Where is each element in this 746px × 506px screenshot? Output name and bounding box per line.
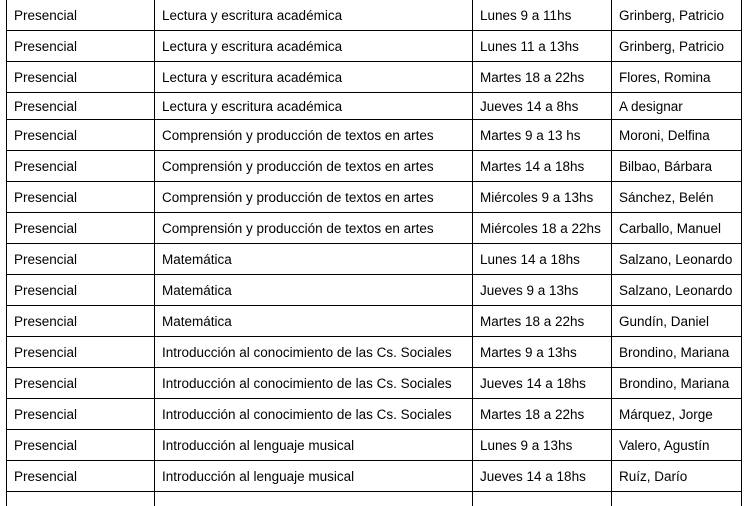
- schedule-cell: Jueves 14 a 18hs: [473, 461, 612, 492]
- schedule-cell: Lunes 11 a 13hs: [473, 31, 612, 62]
- schedule-cell: Jueves 14 a 8hs: [473, 93, 612, 120]
- modality-cell: Presencial: [7, 275, 155, 306]
- table-row: [7, 62, 742, 93]
- schedule-cell: Lunes 9 a 13hs: [473, 430, 612, 461]
- modality-cell: Presencial: [7, 31, 155, 62]
- teacher-cell: Ruíz, Darío: [612, 461, 742, 492]
- modality-cell: Presencial: [7, 368, 155, 399]
- subject-cell: Introducción al conocimiento de las Cs. Sociales: [155, 337, 473, 368]
- teacher-cell: Grinberg, Patricio: [612, 31, 742, 62]
- modality-cell: Presencial: [7, 244, 155, 275]
- subject-cell: Comprensión y producción de textos en artes: [155, 151, 473, 182]
- modality-cell: Presencial: [7, 430, 155, 461]
- subject-cell: Introducción al conocimiento de las Cs. Sociales: [155, 399, 473, 430]
- schedule-cell: Jueves 14 a 18hs: [473, 368, 612, 399]
- schedule-cell: Jueves 9 a 13hs: [473, 275, 612, 306]
- subject-cell: Lectura y escritura académica: [155, 31, 473, 62]
- teacher-cell: Bilbao, Bárbara: [612, 151, 742, 182]
- teacher-cell: Salzano, Leonardo: [612, 244, 742, 275]
- table-row: [7, 275, 742, 306]
- subject-cell: Introducción al lenguaje musical: [155, 430, 473, 461]
- modality-cell: Presencial: [7, 461, 155, 492]
- teacher-cell: Sánchez, Belén: [612, 182, 742, 213]
- teacher-cell: A designar: [612, 93, 742, 120]
- schedule-cell: Martes 18 a 22hs: [473, 399, 612, 430]
- schedule-cell: Miércoles 18 a 22hs: [473, 213, 612, 244]
- schedule-cell: Martes 18 a 22hs: [473, 306, 612, 337]
- subject-cell: Comprensión y producción de textos en artes: [155, 213, 473, 244]
- table-row: [7, 182, 742, 213]
- teacher-cell: Flores, Romina: [612, 62, 742, 93]
- table-row: [7, 213, 742, 244]
- schedule-cell: Martes 9 a 13hs: [473, 337, 612, 368]
- table-row: [7, 399, 742, 430]
- subject-cell: Introducción al conocimiento de las Cs. Sociales: [155, 368, 473, 399]
- subject-cell: Lectura y escritura académica: [155, 93, 473, 120]
- modality-cell: Presencial: [7, 0, 155, 31]
- table-row: [7, 306, 742, 337]
- teacher-cell: Brondino, Mariana: [612, 368, 742, 399]
- schedule-cell: Lunes 9 a 11hs: [473, 0, 612, 31]
- teacher-cell: Brondino, Mariana: [612, 337, 742, 368]
- table-row: [7, 31, 742, 62]
- modality-cell: Presencial: [7, 306, 155, 337]
- modality-cell: Presencial: [7, 213, 155, 244]
- teacher-cell: Moroni, Delfina: [612, 120, 742, 151]
- schedule-cell: Martes 18 a 22hs: [473, 62, 612, 93]
- subject-cell: Matemática: [155, 244, 473, 275]
- subject-cell: Matemática: [155, 275, 473, 306]
- table-row: [7, 368, 742, 399]
- modality-cell: Presencial: [7, 151, 155, 182]
- teacher-cell: Salzano, Leonardo: [612, 275, 742, 306]
- teacher-cell: Carballo, Manuel: [612, 213, 742, 244]
- modality-cell: Presencial: [7, 120, 155, 151]
- modality-cell: Presencial: [7, 337, 155, 368]
- schedule-cell: Lunes 14 a 18hs: [473, 244, 612, 275]
- teacher-cell: Gundín, Daniel: [612, 306, 742, 337]
- schedule-cell: Miércoles 9 a 13hs: [473, 182, 612, 213]
- table-row: [7, 120, 742, 151]
- table-row: [7, 244, 742, 275]
- modality-cell: Presencial: [7, 399, 155, 430]
- table-row: [7, 151, 742, 182]
- modality-cell: Presencial: [7, 93, 155, 120]
- subject-cell: Comprensión y producción de textos en artes: [155, 120, 473, 151]
- subject-cell: Introducción al lenguaje musical: [155, 461, 473, 492]
- schedule-cell: Martes 9 a 13 hs: [473, 120, 612, 151]
- table-row: [7, 337, 742, 368]
- table-row: [7, 0, 742, 31]
- teacher-cell: Valero, Agustín: [612, 430, 742, 461]
- subject-cell: Lectura y escritura académica: [155, 0, 473, 31]
- table-row: [7, 430, 742, 461]
- table-row: [7, 93, 742, 120]
- subject-cell: Comprensión y producción de textos en artes: [155, 182, 473, 213]
- modality-cell: Presencial: [7, 62, 155, 93]
- schedule-cell: Martes 14 a 18hs: [473, 151, 612, 182]
- schedule-table: [6, 0, 742, 506]
- modality-cell: Presencial: [7, 182, 155, 213]
- teacher-cell: Grinberg, Patricio: [612, 0, 742, 31]
- table-row: [7, 461, 742, 492]
- subject-cell: Matemática: [155, 306, 473, 337]
- subject-cell: Lectura y escritura académica: [155, 62, 473, 93]
- schedule-table-body: [7, 0, 742, 506]
- teacher-cell: Márquez, Jorge: [612, 399, 742, 430]
